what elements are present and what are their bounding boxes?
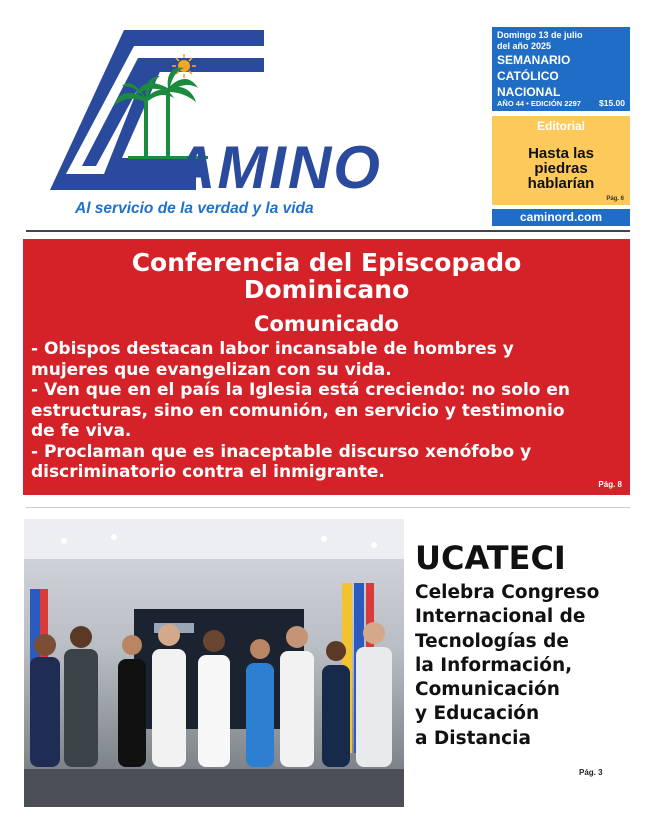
issue-info-box [492,27,630,111]
issue-date-line2: del año 2025 [497,41,552,51]
year-edition: AÑO 44 • EDICIÓN 2297 [497,99,581,108]
issue-price: $15.00 [599,98,625,108]
bulletin-title-line2: Dominicano [243,275,410,304]
group-photo[interactable] [24,519,404,807]
divider [26,230,630,232]
bulletin-line: - Proclaman que es inaceptable discurso xenófobo y [31,441,532,462]
editorial-headline-line: hablarían [527,175,595,192]
article-deck-line: Celebra Congreso [415,582,600,603]
editorial-teaser[interactable] [492,116,630,205]
bulletin-line: de fe viva. [31,421,132,441]
tagline: Al servicio de la verdad y la vida [75,200,314,217]
article-deck-line: a Distancia [415,727,531,749]
bulletin-box[interactable] [23,239,630,495]
issue-date-line1: Domingo 13 de julio [497,30,583,40]
bulletin-points [31,339,626,483]
article-deck[interactable] [415,581,640,751]
article-deck-line: y Educación [415,703,540,725]
editorial-headline[interactable] [492,146,630,191]
bulletin-line: discriminatorio contra el inmigrante. [31,462,385,482]
publication-type-line3: NACIONAL [497,85,561,99]
bulletin-line: - Ven que en el país la Iglesia está creciendo: no solo en [31,380,571,400]
website-link[interactable]: caminord.com [492,209,630,226]
divider [26,507,630,508]
publication-type-line2: CATÓLICO [497,69,559,83]
editorial-label: Editorial [536,119,585,133]
bulletin-line: - Obispos destacan labor incansable de hombres y [31,339,514,359]
article-deck-line: Internacional de [415,606,586,628]
publication-type-line1: SEMANARIO [497,53,571,67]
editorial-headline-line: piedras [534,160,588,177]
editorial-headline-line: Hasta las [528,145,594,162]
article-deck-line: la Información, [415,654,573,676]
article-page-ref: Pág. 3 [579,768,603,777]
camino-logo[interactable] [26,26,418,216]
bulletin-line: mujeres que evangelizan con su vida. [31,359,392,380]
editorial-page-ref: Pág. 6 [606,196,624,202]
article-deck-line: Tecnologías de [415,630,569,652]
bulletin-subtitle: Comunicado [254,312,399,336]
article-title[interactable]: UCATECI [415,539,566,577]
bulletin-title-line1: Conferencia del Episcopado [131,248,522,277]
bulletin-line: estructuras, sino en comunión, en servicio y testimonio [31,400,565,421]
article-deck-line: Comunicación [415,679,560,701]
logo-wordmark: AMINO [172,134,382,201]
bulletin-page-ref: Pág. 8 [598,480,622,489]
